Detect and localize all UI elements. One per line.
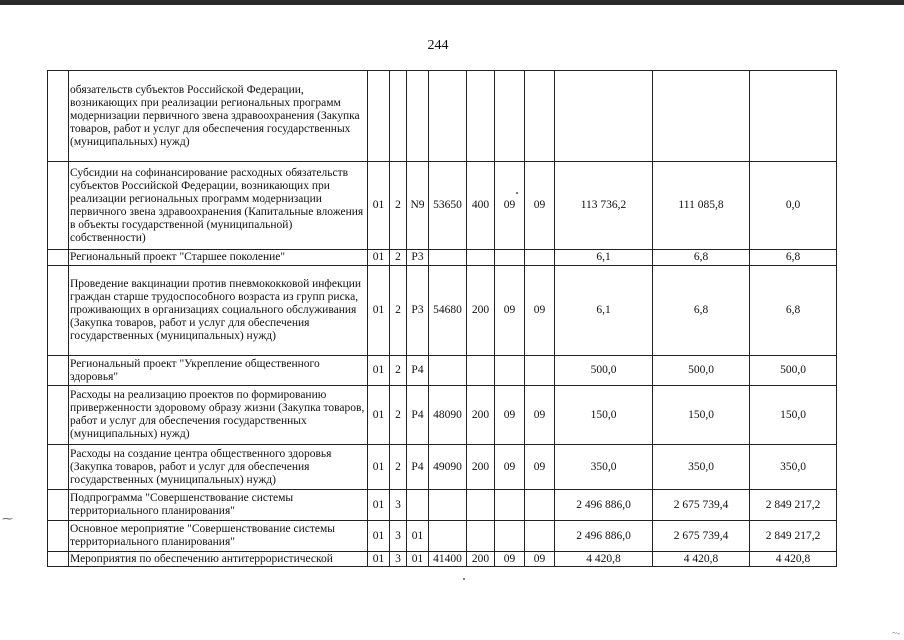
row-gutter [48,552,69,567]
amount-year-2: 2 675 739,4 [653,521,750,552]
code-expense-type [467,521,495,552]
row-gutter [48,445,69,490]
row-gutter [48,266,69,356]
code-subprogram: 3 [390,552,407,567]
code-section: 09 [495,445,525,490]
row-name: Расходы на создание центра общественного здоровья (Закупка товаров, работ и услуг для обеспечения государственных (муниципальных) нужд) [69,445,368,490]
code-event: 01 [407,521,429,552]
code-subsection [525,521,555,552]
code-expense-type [467,356,495,386]
code-section [495,521,525,552]
budget-table [47,70,837,567]
page-number: 244 [427,38,449,53]
code-direction [429,71,467,162]
amount-year-1: 4 420,8 [555,552,653,567]
code-subprogram: 2 [390,445,407,490]
table-row [48,71,837,162]
code-subsection: 09 [525,386,555,445]
code-direction [429,250,467,266]
code-program: 01 [368,521,390,552]
code-subprogram: 3 [390,490,407,521]
code-section [495,71,525,162]
code-event: P3 [407,250,429,266]
scan-top-edge [0,0,904,5]
table-body [48,71,837,567]
code-program: 01 [368,250,390,266]
amount-year-1: 6,1 [555,250,653,266]
row-name: Проведение вакцинации против пневмококковой инфекции граждан старше трудоспособного возраста из групп риска, проживающих в организациях социального обслуживания (Закупка товаров, работ и услуг для обеспечения государственных (муниципальных) нужд) [69,266,368,356]
amount-year-3: 6,8 [750,250,837,266]
table-row [48,490,837,521]
code-subprogram: 2 [390,250,407,266]
amount-year-2: 6,8 [653,250,750,266]
code-subsection: 09 [525,552,555,567]
amount-year-2: 111 085,8 [653,162,750,250]
code-expense-type: 200 [467,552,495,567]
amount-year-3: 6,8 [750,266,837,356]
amount-year-3: 2 849 217,2 [750,490,837,521]
code-subsection [525,71,555,162]
amount-year-3: 500,0 [750,356,837,386]
code-event: P4 [407,445,429,490]
scan-artifact-corner: ~- [892,628,900,638]
code-subprogram: 2 [390,386,407,445]
code-event [407,71,429,162]
code-direction: 53650 [429,162,467,250]
code-direction: 49090 [429,445,467,490]
code-program: 01 [368,162,390,250]
code-event [407,490,429,521]
code-expense-type [467,490,495,521]
code-expense-type: 400 [467,162,495,250]
amount-year-3: 0,0 [750,162,837,250]
table-row [48,552,837,567]
code-direction: 41400 [429,552,467,567]
code-subsection: 09 [525,162,555,250]
table-row [48,356,837,386]
amount-year-1 [555,71,653,162]
amount-year-1: 150,0 [555,386,653,445]
table-row [48,162,837,250]
code-program: 01 [368,445,390,490]
code-subprogram: 2 [390,356,407,386]
row-gutter [48,521,69,552]
amount-year-2: 500,0 [653,356,750,386]
amount-year-2: 150,0 [653,386,750,445]
code-subprogram: 2 [390,162,407,250]
code-subsection [525,356,555,386]
code-program: 01 [368,356,390,386]
code-program [368,71,390,162]
amount-year-2: 350,0 [653,445,750,490]
code-event: 01 [407,552,429,567]
table-row [48,445,837,490]
row-gutter [48,386,69,445]
code-direction [429,356,467,386]
code-expense-type [467,250,495,266]
code-section [495,356,525,386]
code-expense-type: 200 [467,386,495,445]
code-expense-type [467,71,495,162]
amount-year-1: 350,0 [555,445,653,490]
amount-year-3: 150,0 [750,386,837,445]
row-name: Субсидии на софинансирование расходных обязательств субъектов Российской Федерации, возникающих при реализации региональных программ модернизации первичного звена здравоохранения (Капитальные вложения в объекты государственной (муниципальной) собственности) [69,162,368,250]
code-subsection [525,490,555,521]
scan-artifact-dot [516,192,518,194]
code-direction [429,490,467,521]
row-name: Основное мероприятие "Совершенствование системы территориального планирования" [69,521,368,552]
row-gutter [48,162,69,250]
code-direction: 48090 [429,386,467,445]
code-event: P4 [407,386,429,445]
amount-year-3: 4 420,8 [750,552,837,567]
code-direction [429,521,467,552]
code-program: 01 [368,552,390,567]
table-row [48,521,837,552]
code-expense-type: 200 [467,266,495,356]
code-subsection [525,250,555,266]
row-gutter [48,356,69,386]
code-subprogram: 2 [390,266,407,356]
amount-year-1: 113 736,2 [555,162,653,250]
table-row [48,250,837,266]
table-row [48,386,837,445]
amount-year-1: 2 496 886,0 [555,521,653,552]
code-event: P3 [407,266,429,356]
amount-year-1: 2 496 886,0 [555,490,653,521]
code-program: 01 [368,266,390,356]
amount-year-3: 2 849 217,2 [750,521,837,552]
code-section [495,490,525,521]
code-expense-type: 200 [467,445,495,490]
code-section: 09 [495,386,525,445]
scan-artifact-mark: ⁓ [2,513,13,525]
amount-year-3 [750,71,837,162]
code-subsection: 09 [525,445,555,490]
code-event: N9 [407,162,429,250]
code-subprogram: 3 [390,521,407,552]
row-gutter [48,71,69,162]
table-row [48,266,837,356]
code-direction: 54680 [429,266,467,356]
row-name: Подпрограмма "Совершенствование системы территориального планирования" [69,490,368,521]
code-section: 09 [495,162,525,250]
row-name: Региональный проект "Старшее поколение" [69,250,368,266]
row-gutter [48,250,69,266]
code-subsection: 09 [525,266,555,356]
code-event: P4 [407,356,429,386]
row-name: обязательств субъектов Российской Федерации, возникающих при реализации региональных программ модернизации первичного звена здравоохранения (Закупка товаров, работ и услуг для обеспечения государственных (муниципальных) нужд) [69,71,368,162]
amount-year-2: 2 675 739,4 [653,490,750,521]
row-name: Расходы на реализацию проектов по формированию приверженности здоровому образу жизни (Закупка товаров, работ и услуг для обеспечения государственных (муниципальных) нужд) [69,386,368,445]
scan-artifact-dot [463,578,465,580]
code-program: 01 [368,386,390,445]
code-program: 01 [368,490,390,521]
row-name: Региональный проект "Укрепление общественного здоровья" [69,356,368,386]
row-name: Мероприятия по обеспечению антитеррористической [69,552,368,567]
amount-year-1: 6,1 [555,266,653,356]
amount-year-2: 4 420,8 [653,552,750,567]
code-subprogram [390,71,407,162]
amount-year-3: 350,0 [750,445,837,490]
code-section: 09 [495,552,525,567]
row-gutter [48,490,69,521]
amount-year-2: 6,8 [653,266,750,356]
amount-year-2 [653,71,750,162]
amount-year-1: 500,0 [555,356,653,386]
code-section [495,250,525,266]
code-section: 09 [495,266,525,356]
